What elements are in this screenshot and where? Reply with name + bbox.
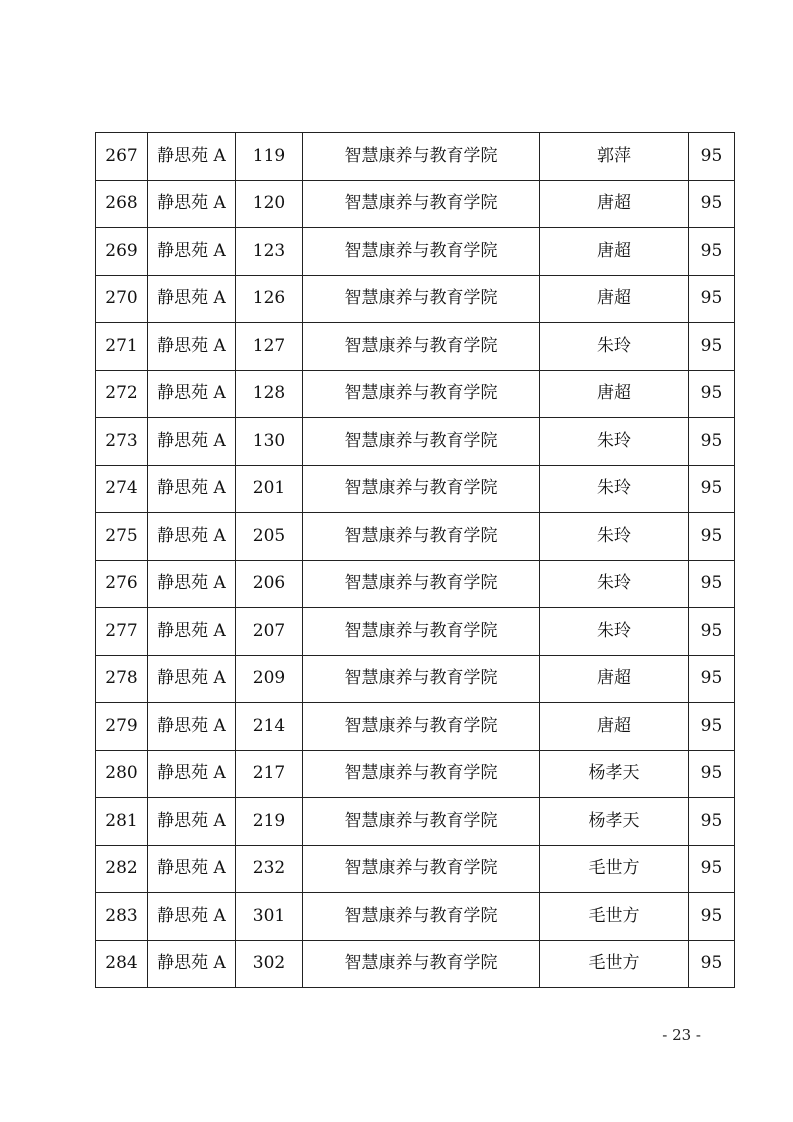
building-cell: 静思苑 A [148, 655, 236, 703]
row-number-cell: 284 [96, 940, 148, 988]
room-number-cell: 205 [236, 513, 303, 561]
building-cell: 静思苑 A [148, 228, 236, 276]
building-cell: 静思苑 A [148, 323, 236, 371]
score-cell: 95 [689, 513, 735, 561]
row-number-cell: 276 [96, 560, 148, 608]
building-cell: 静思苑 A [148, 465, 236, 513]
counselor-cell: 朱玲 [540, 608, 689, 656]
row-number-cell: 278 [96, 655, 148, 703]
row-number-cell: 279 [96, 703, 148, 751]
counselor-cell: 毛世方 [540, 893, 689, 941]
score-cell: 95 [689, 370, 735, 418]
room-number-cell: 219 [236, 798, 303, 846]
building-cell: 静思苑 A [148, 133, 236, 181]
college-cell: 智慧康养与教育学院 [303, 180, 540, 228]
room-number-cell: 301 [236, 893, 303, 941]
college-cell: 智慧康养与教育学院 [303, 608, 540, 656]
building-cell: 静思苑 A [148, 370, 236, 418]
row-number-cell: 268 [96, 180, 148, 228]
college-cell: 智慧康养与教育学院 [303, 418, 540, 466]
room-number-cell: 120 [236, 180, 303, 228]
room-number-cell: 201 [236, 465, 303, 513]
score-cell: 95 [689, 750, 735, 798]
room-number-cell: 127 [236, 323, 303, 371]
table-row [96, 180, 735, 228]
room-number-cell: 126 [236, 275, 303, 323]
table-body [96, 133, 735, 988]
building-cell: 静思苑 A [148, 703, 236, 751]
score-cell: 95 [689, 845, 735, 893]
table-row [96, 465, 735, 513]
college-cell: 智慧康养与教育学院 [303, 703, 540, 751]
counselor-cell: 朱玲 [540, 323, 689, 371]
score-cell: 95 [689, 560, 735, 608]
college-cell: 智慧康养与教育学院 [303, 370, 540, 418]
table-row [96, 940, 735, 988]
score-cell: 95 [689, 893, 735, 941]
row-number-cell: 269 [96, 228, 148, 276]
counselor-cell: 朱玲 [540, 560, 689, 608]
row-number-cell: 281 [96, 798, 148, 846]
room-number-cell: 302 [236, 940, 303, 988]
table-row [96, 418, 735, 466]
room-number-cell: 206 [236, 560, 303, 608]
row-number-cell: 275 [96, 513, 148, 561]
room-number-cell: 119 [236, 133, 303, 181]
college-cell: 智慧康养与教育学院 [303, 655, 540, 703]
college-cell: 智慧康养与教育学院 [303, 513, 540, 561]
score-cell: 95 [689, 323, 735, 371]
counselor-cell: 唐超 [540, 655, 689, 703]
counselor-cell: 唐超 [540, 180, 689, 228]
table-row [96, 228, 735, 276]
score-cell: 95 [689, 228, 735, 276]
table-row [96, 893, 735, 941]
room-number-cell: 232 [236, 845, 303, 893]
score-cell: 95 [689, 418, 735, 466]
counselor-cell: 毛世方 [540, 845, 689, 893]
college-cell: 智慧康养与教育学院 [303, 798, 540, 846]
table-row [96, 323, 735, 371]
score-cell: 95 [689, 275, 735, 323]
building-cell: 静思苑 A [148, 418, 236, 466]
row-number-cell: 273 [96, 418, 148, 466]
counselor-cell: 朱玲 [540, 465, 689, 513]
table-row [96, 655, 735, 703]
dormitory-score-table [95, 132, 735, 988]
row-number-cell: 272 [96, 370, 148, 418]
college-cell: 智慧康养与教育学院 [303, 845, 540, 893]
college-cell: 智慧康养与教育学院 [303, 133, 540, 181]
room-number-cell: 207 [236, 608, 303, 656]
room-number-cell: 123 [236, 228, 303, 276]
college-cell: 智慧康养与教育学院 [303, 750, 540, 798]
page-number: - 23 - [662, 1026, 701, 1044]
counselor-cell: 杨孝天 [540, 798, 689, 846]
table-row [96, 845, 735, 893]
score-cell: 95 [689, 465, 735, 513]
building-cell: 静思苑 A [148, 750, 236, 798]
counselor-cell: 杨孝天 [540, 750, 689, 798]
table-row [96, 370, 735, 418]
table-row [96, 750, 735, 798]
building-cell: 静思苑 A [148, 180, 236, 228]
room-number-cell: 130 [236, 418, 303, 466]
counselor-cell: 唐超 [540, 275, 689, 323]
room-number-cell: 214 [236, 703, 303, 751]
counselor-cell: 毛世方 [540, 940, 689, 988]
row-number-cell: 277 [96, 608, 148, 656]
college-cell: 智慧康养与教育学院 [303, 275, 540, 323]
college-cell: 智慧康养与教育学院 [303, 323, 540, 371]
row-number-cell: 270 [96, 275, 148, 323]
college-cell: 智慧康养与教育学院 [303, 228, 540, 276]
room-number-cell: 209 [236, 655, 303, 703]
building-cell: 静思苑 A [148, 608, 236, 656]
score-cell: 95 [689, 608, 735, 656]
counselor-cell: 唐超 [540, 228, 689, 276]
college-cell: 智慧康养与教育学院 [303, 560, 540, 608]
table-row [96, 275, 735, 323]
score-cell: 95 [689, 180, 735, 228]
counselor-cell: 唐超 [540, 703, 689, 751]
room-number-cell: 217 [236, 750, 303, 798]
table-row [96, 133, 735, 181]
row-number-cell: 283 [96, 893, 148, 941]
row-number-cell: 267 [96, 133, 148, 181]
building-cell: 静思苑 A [148, 893, 236, 941]
counselor-cell: 郭萍 [540, 133, 689, 181]
building-cell: 静思苑 A [148, 845, 236, 893]
building-cell: 静思苑 A [148, 513, 236, 561]
table-row [96, 513, 735, 561]
score-cell: 95 [689, 655, 735, 703]
row-number-cell: 282 [96, 845, 148, 893]
table-row [96, 560, 735, 608]
building-cell: 静思苑 A [148, 798, 236, 846]
college-cell: 智慧康养与教育学院 [303, 465, 540, 513]
college-cell: 智慧康养与教育学院 [303, 940, 540, 988]
room-number-cell: 128 [236, 370, 303, 418]
building-cell: 静思苑 A [148, 560, 236, 608]
row-number-cell: 280 [96, 750, 148, 798]
score-cell: 95 [689, 940, 735, 988]
table-row [96, 608, 735, 656]
score-cell: 95 [689, 798, 735, 846]
table-row [96, 798, 735, 846]
row-number-cell: 271 [96, 323, 148, 371]
score-cell: 95 [689, 703, 735, 751]
building-cell: 静思苑 A [148, 940, 236, 988]
score-cell: 95 [689, 133, 735, 181]
counselor-cell: 朱玲 [540, 418, 689, 466]
counselor-cell: 唐超 [540, 370, 689, 418]
building-cell: 静思苑 A [148, 275, 236, 323]
college-cell: 智慧康养与教育学院 [303, 893, 540, 941]
table-row [96, 703, 735, 751]
row-number-cell: 274 [96, 465, 148, 513]
counselor-cell: 朱玲 [540, 513, 689, 561]
